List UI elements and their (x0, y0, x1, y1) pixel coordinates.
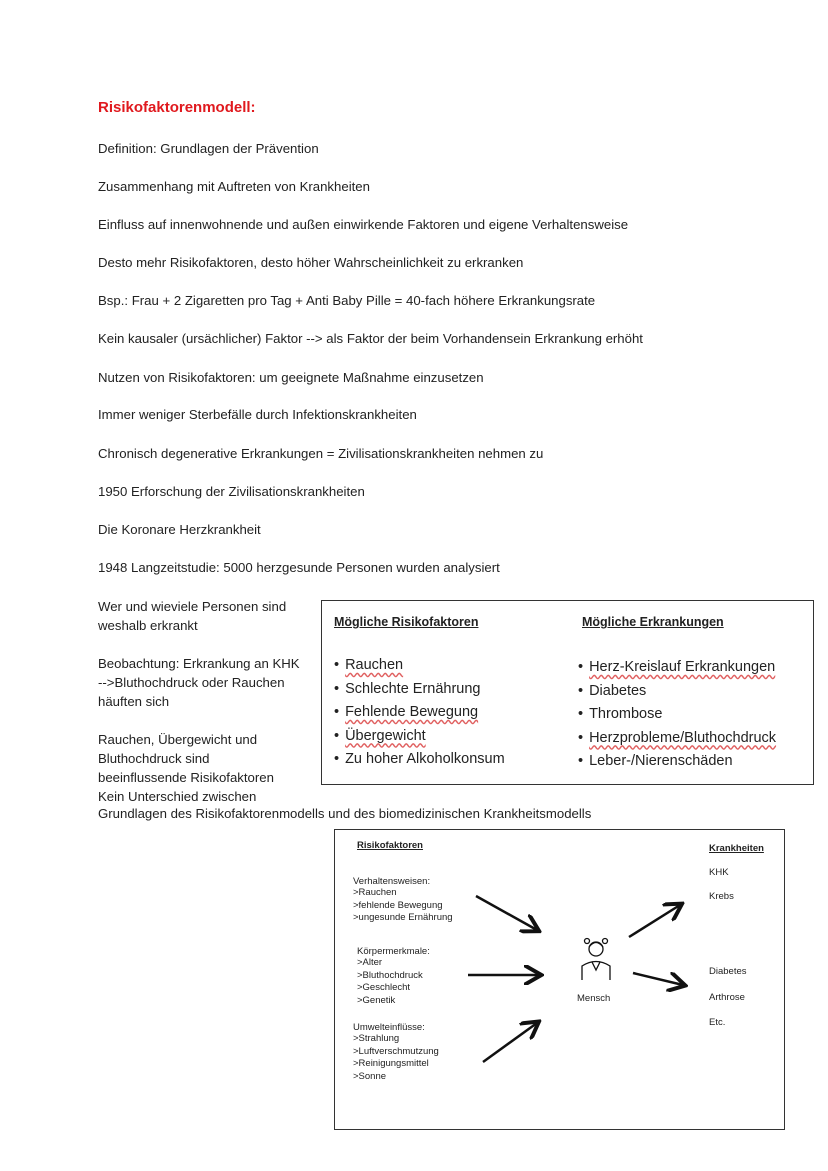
factor-group: Körpermerkmale: >Alter >Bluthochdruck >Geschlecht >Genetik (357, 946, 430, 1006)
text-line: Einfluss auf innenwohnende und außen einwirkende Faktoren und eigene Verhaltensweise (98, 217, 629, 232)
text-line: 1950 Erforschung der Zivilisationskrankheiten (98, 484, 365, 499)
text-line: Chronisch degenerative Erkrankungen = Zivilisationskrankheiten nehmen zu (98, 446, 544, 461)
text-line: Definition: Grundlagen der Prävention (98, 141, 319, 156)
risk-factors-box (321, 600, 814, 785)
arrow-icon (476, 896, 537, 930)
text-line: Nutzen von Risikofaktoren: um geeignete Maßnahme einzusetzen (98, 370, 484, 385)
disease-label: Arthrose (709, 992, 745, 1003)
arrow-icon (629, 905, 680, 937)
list-item: • Zu hoher Alkoholkonsum (334, 748, 505, 772)
diagram-left-title: Risikofaktoren (357, 840, 423, 851)
text-line: Immer weniger Sterbefälle durch Infektionskrankheiten (98, 407, 417, 422)
text-line: Desto mehr Risikofaktoren, desto höher Wahrscheinlichkeit zu erkranken (98, 255, 524, 270)
note-paragraph: Rauchen, Übergewicht und Bluthochdruck sind beeinflussende Risikofaktoren Kein Unterschied zwischen (98, 732, 274, 804)
factor-group: Umwelteinflüsse: >Strahlung >Luftverschmutzung >Reinigungsmittel >Sonne (353, 1022, 439, 1082)
list-item: • Fehlende Bewegung (334, 701, 505, 725)
list-item: • Schlechte Ernährung (334, 678, 505, 702)
disease-label: Diabetes (709, 966, 747, 977)
center-label: Mensch (577, 993, 611, 1004)
text-line: Bsp.: Frau + 2 Zigaretten pro Tag + Anti Baby Pille = 40-fach höhere Erkrankungsrate (98, 293, 596, 308)
list-item: • Thrombose (578, 703, 776, 727)
list-item: • Leber-/Nierenschäden (578, 750, 776, 774)
risk-model-diagram (334, 829, 785, 1130)
note-paragraph: Beobachtung: Erkrankung an KHK -->Bluthochdruck oder Rauchen häuften sich (98, 656, 300, 709)
list-item: • Übergewicht (334, 725, 505, 749)
disease-list (578, 656, 776, 774)
group-title: Umwelteinflüsse: (353, 1022, 425, 1033)
text-line: Zusammenhang mit Auftreten von Krankheiten (98, 179, 370, 194)
group-title: Körpermerkmale: (357, 946, 430, 957)
person-icon (582, 939, 610, 981)
disease-label: KHK (709, 867, 729, 878)
group-title: Verhaltensweisen: (353, 876, 431, 887)
risk-factor-list (334, 654, 505, 772)
list-item: • Herz-Kreislauf Erkrankungen (578, 656, 776, 680)
list-item: • Herzprobleme/Bluthochdruck (578, 727, 776, 751)
disease-label: Krebs (709, 891, 734, 902)
text-line: Grundlagen des Risikofaktorenmodells und des biomedizinischen Krankheitsmodells (98, 806, 592, 821)
diagram-right-title: Krankheiten (709, 843, 764, 854)
text-line: Kein kausaler (ursächlicher) Faktor --> als Faktor der beim Vorhandensein Erkrankung erhöht (98, 331, 643, 346)
list-item: • Diabetes (578, 680, 776, 704)
disease-label: Etc. (709, 1017, 726, 1028)
arrow-icon (633, 973, 683, 985)
list-item: • Rauchen (334, 654, 505, 678)
note-paragraph: Wer und wieviele Personen sind weshalb erkrankt (98, 599, 287, 633)
diseases-header: Mögliche Erkrankungen (582, 615, 724, 629)
text-line: Die Koronare Herzkrankheit (98, 522, 261, 537)
diagram-arrows (335, 830, 786, 1131)
risk-factors-header: Mögliche Risikofaktoren (334, 615, 479, 629)
page-title: Risikofaktorenmodell: (98, 99, 256, 116)
text-line: 1948 Langzeitstudie: 5000 herzgesunde Personen wurden analysiert (98, 560, 500, 575)
factor-group: Verhaltensweisen: >Rauchen >fehlende Bewegung >ungesunde Ernährung (353, 876, 453, 924)
arrow-icon (483, 1023, 537, 1062)
